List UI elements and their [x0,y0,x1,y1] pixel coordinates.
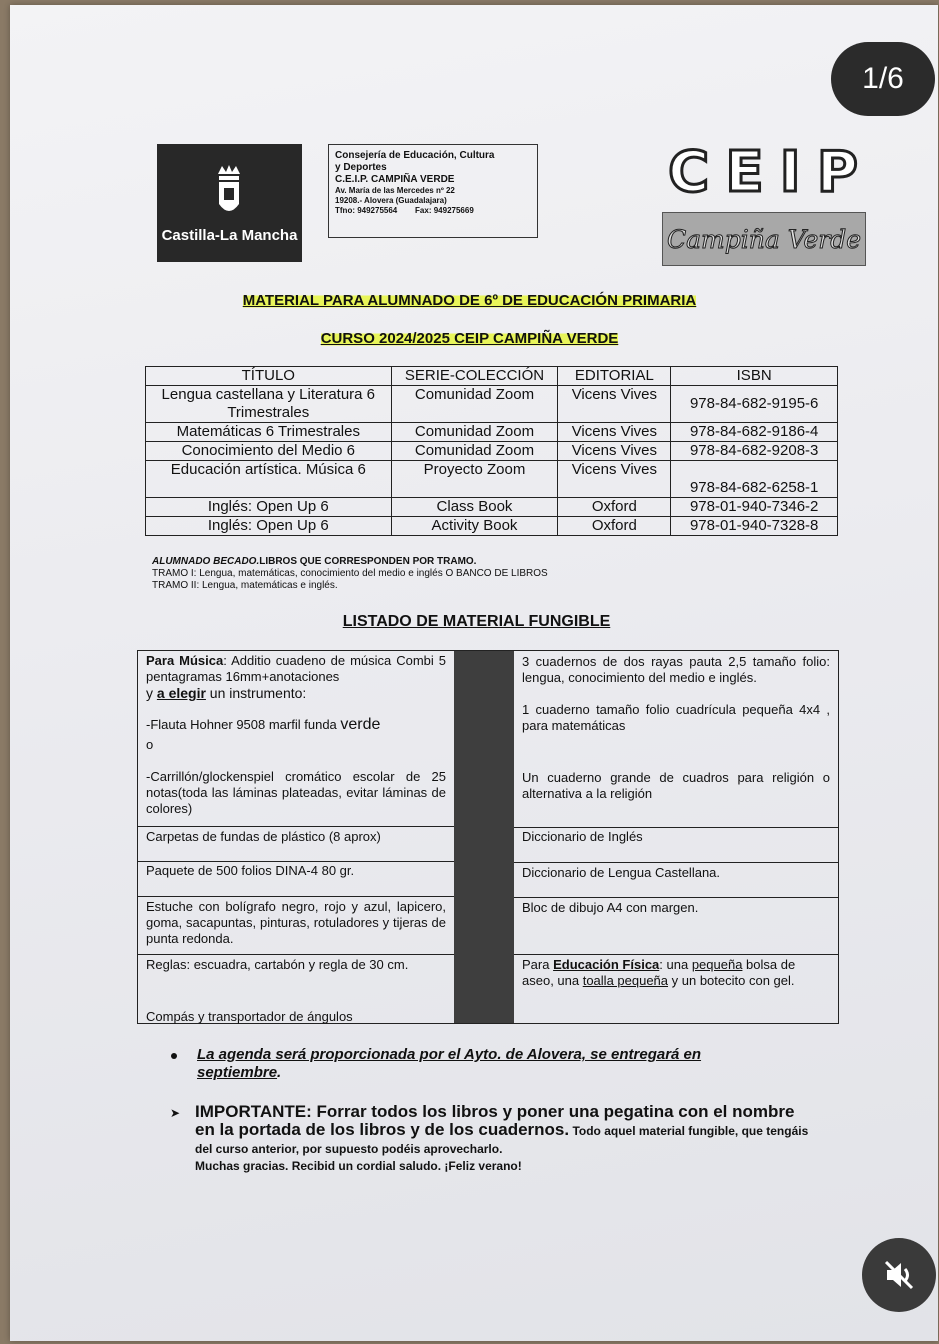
choose-text: a elegir [156,685,206,701]
important-note [170,1103,810,1175]
table-row [146,461,838,498]
ceip-letter: I [779,140,801,205]
book-title: Conocimiento del Medio 6 [146,442,392,461]
ceip-sign [662,212,866,266]
book-title: Lengua castellana y Literatura 6 Trimestrales [146,386,392,423]
table-row [146,442,838,461]
book-series: Comunidad Zoom [391,386,558,423]
book-isbn: 978-84-682-6258-1 [671,461,838,498]
dicc-ingles-cell: Diccionario de Inglés [522,829,643,844]
header-title: TÍTULO [146,367,392,386]
agenda-text: La agenda será proporcionada por el Ayto. de Alovera, se entregará en septiembre [197,1046,702,1081]
ef-small: pequeña [691,957,743,972]
book-publisher: Vicens Vives [558,442,671,461]
book-series: Class Book [391,498,558,517]
main-title [0,292,939,309]
ceip-letter: P [816,140,858,205]
contact-address: Av. María de las Mercedes nº 22 [335,186,455,195]
table-row [146,386,838,423]
ceip-letters [660,140,866,210]
becado-head: ALUMNADO BECADO. [152,556,260,567]
ceip-letter: C [668,140,710,205]
book-publisher: Vicens Vives [558,461,671,498]
agenda-note [171,1046,771,1082]
contact-line1: Consejería de Educación, Cultura [335,150,495,161]
table-row [146,517,838,536]
choose-pre: y [146,685,157,701]
ceip-campina-verde-logo [660,140,866,266]
ef-post: y un botecito con gel. [668,973,795,988]
flute-color: verde [340,716,381,733]
flute-text: -Flauta Hohner 9508 marfil funda [146,717,341,732]
book-title: Educación artística. Música 6 [146,461,392,498]
reglas-cell: Reglas: escuadra, cartabón y regla de 30 cm. [146,957,409,972]
main-title-text: MATERIAL PARA ALUMNADO DE 6º DE EDUCACIÓN PRIMARIA [242,292,697,309]
header-isbn: ISBN [671,367,838,386]
cuadernos-2: 1 cuaderno tamaño folio cuadrícula pequeña 4x4 , para matemáticas [522,702,830,733]
carpetas-cell: Carpetas de fundas de plástico (8 aprox) [146,829,381,844]
speaker-muted-icon [881,1257,917,1293]
coat-of-arms-icon [214,164,244,220]
tramo-1: TRAMO I: Lengua, matemáticas, conocimiento del medio e inglés O BANCO DE LIBROS [152,568,548,579]
important-small: Todo aquel material fungible, que tengáis del curso anterior, por supuesto podéis aprovecharlo. [195,1124,809,1156]
music-label: Para Música [146,653,224,668]
becado-note [152,556,548,592]
book-isbn: 978-01-940-7328-8 [671,517,838,536]
course-title-text: CURSO 2024/2025 CEIP CAMPIÑA VERDE [320,330,619,347]
estuche-cell: Estuche con bolígrafo negro, rojo y azul, lapicero, goma, sacapuntas, pinturas, rotuladores y tijeras de punta redonda. [146,899,446,946]
book-title: Inglés: Open Up 6 [146,517,392,536]
agenda-dot: . [277,1064,282,1081]
ef-mid1: : una [659,957,692,972]
contact-line2: y Deportes [335,162,387,173]
book-isbn: 978-84-682-9208-3 [671,442,838,461]
book-isbn: 978-01-940-7346-2 [671,498,838,517]
dicc-lengua-cell: Diccionario de Lengua Castellana. [522,865,721,880]
book-publisher: Vicens Vives [558,386,671,423]
table-row [146,423,838,442]
ceip-sign-text: Campiña Verde [667,224,861,254]
ceip-letter: E [725,140,764,205]
grid-divider-column [454,651,514,1023]
compas-cell: Compás y transportador de ángulos [146,1009,353,1024]
fungible-title: LISTADO DE MATERIAL FUNGIBLE [342,613,611,630]
cuadernos-3: Un cuaderno grande de cuadros para religión o alternativa a la religión [522,770,830,801]
book-publisher: Oxford [558,498,671,517]
cuadernos-cell [514,652,838,804]
glock-text: -Carrillón/glockenspiel cromático escolar de 25 notas(toda las láminas plateadas, evitar láminas de colores) [146,769,446,816]
contact-fax: Fax: 949275669 [415,206,474,215]
fungible-grid [137,650,839,1024]
book-isbn: 978-84-682-9195-6 [671,386,838,423]
contact-phone: Tfno: 949275564 [335,206,398,215]
header-series: SERIE-COLECCIÓN [391,367,558,386]
books-table [145,366,838,536]
ef-pre: Para [522,957,554,972]
book-series: Proyecto Zoom [391,461,558,498]
thanks-text: Muchas gracias. Recibid un cordial saludo. ¡Feliz verano! [195,1159,522,1173]
book-title: Matemáticas 6 Trimestrales [146,423,392,442]
course-title [0,330,939,347]
book-publisher: Oxford [558,517,671,536]
important-text: IMPORTANTE: Forrar todos los libros y poner una pegatina con el nombre en la portada de los libros y de los cuadernos. [195,1102,795,1139]
book-series: Activity Book [391,517,558,536]
ef-mid2: bolsa de aseo, una [522,957,796,988]
arrow-bullet-icon: ➤ [170,1106,181,1120]
becado-heading [152,556,548,568]
bloc-cell: Bloc de dibujo A4 con margen. [522,900,699,915]
contact-city: 19208.- Alovera (Guadalajara) [335,196,447,205]
paquete-cell: Paquete de 500 folios DINA-4 80 gr. [146,863,355,878]
castilla-la-mancha-logo [157,144,302,262]
or-text: o [146,737,154,752]
music-text: : Additio cuadeno de música Combi 5 pentagramas 16mm+anotaciones [146,653,446,684]
school-contact-box [328,144,538,238]
page-counter[interactable]: 1/6 [831,42,935,116]
becado-head-rest: LIBROS QUE CORRESPONDEN POR TRAMO. [259,556,477,567]
ef-towel: toalla pequeña [582,973,669,988]
ef-label: Educación Física [553,957,660,972]
cuadernos-1: 3 cuadernos de dos rayas pauta 2,5 tamaño folio: lengua, conocimiento del medio e inglés. [522,654,830,685]
table-header-row [146,367,838,386]
contact-line3: C.E.I.P. CAMPIÑA VERDE [335,174,455,185]
ef-cell [514,955,838,991]
book-series: Comunidad Zoom [391,442,558,461]
tramo-2: TRAMO II: Lengua, matemáticas e inglés. [152,580,338,591]
book-title: Inglés: Open Up 6 [146,498,392,517]
choose-post: un instrumento: [205,685,307,701]
bullet-dot-icon [171,1053,177,1059]
music-cell [138,651,454,826]
mute-button[interactable] [862,1238,936,1312]
book-publisher: Vicens Vives [558,423,671,442]
contact-phones [335,206,531,216]
book-series: Comunidad Zoom [391,423,558,442]
book-isbn: 978-84-682-9186-4 [671,423,838,442]
header-publisher: EDITORIAL [558,367,671,386]
castilla-la-mancha-name: Castilla-La Mancha [161,227,298,244]
table-row [146,498,838,517]
